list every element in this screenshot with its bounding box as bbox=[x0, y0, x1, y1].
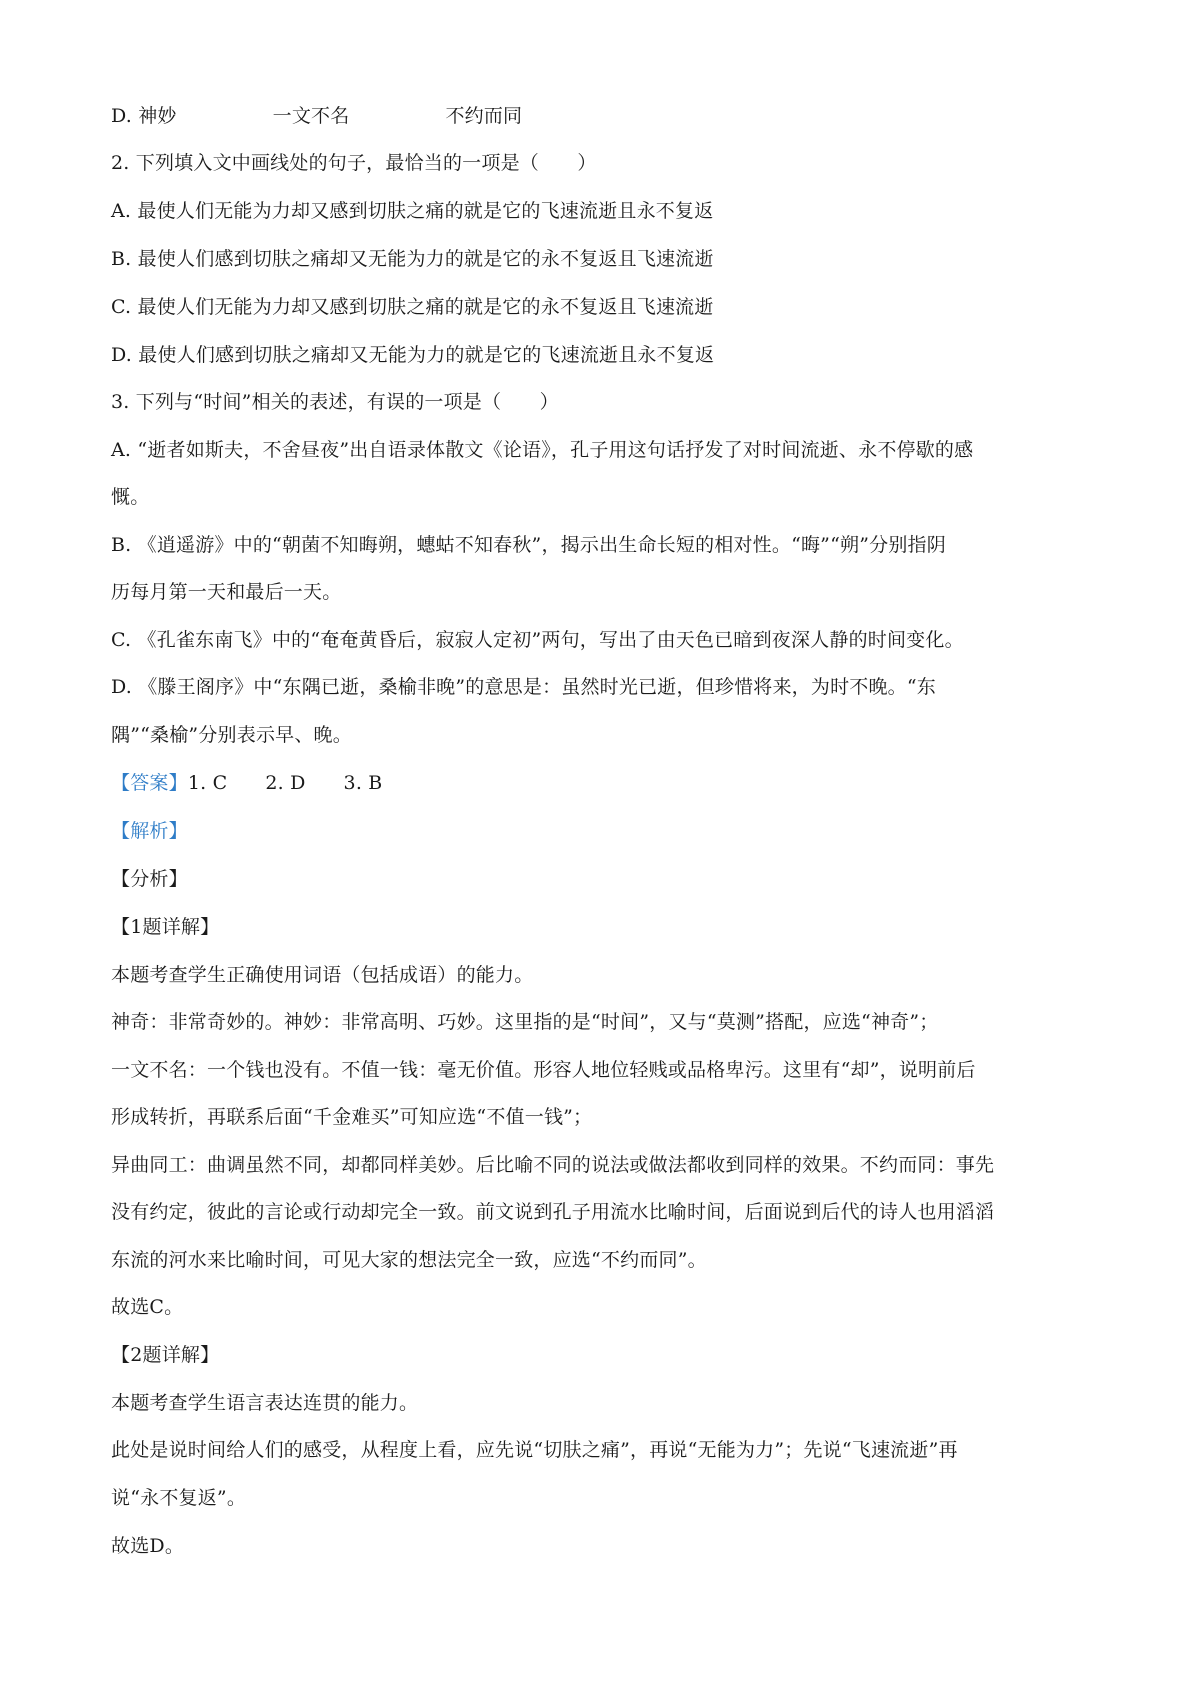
detail2-line: 说“永不复返”。 bbox=[111, 1487, 247, 1509]
answer-label: 【答案】 bbox=[111, 772, 188, 794]
detail1-line: 一文不名：一个钱也没有。不值一钱：毫无价值。形容人地位轻贱或品格卑污。这里有“却”，说明前后 bbox=[111, 1059, 976, 1081]
detail1-line: 形成转折，再联系后面“千金难买”可知应选“不值一钱”； bbox=[111, 1106, 593, 1128]
analysis-label: 【解析】 bbox=[111, 820, 188, 842]
q2-stem: 2. 下列填入文中画线处的句子，最恰当的一项是（ ） bbox=[111, 152, 597, 174]
answer-1: 1. C bbox=[187, 772, 228, 794]
detail2-line: 此处是说时间给人们的感受，从程度上看，应先说“切肤之痛”，再说“无能为力”；先说“飞速流逝”再 bbox=[111, 1439, 958, 1461]
q3-option-c: C. 《孔雀东南飞》中的“奄奄黄昏后，寂寂人定初”两句，写出了由天色已暗到夜深人静的时间变化。 bbox=[111, 629, 964, 651]
q2-option-b: B. 最使人们感到切肤之痛却又无能为力的就是它的永不复返且飞速流逝 bbox=[111, 248, 714, 270]
q3-stem: 3. 下列与“时间”相关的表述，有误的一项是（ ） bbox=[111, 391, 559, 413]
detail2-conclusion: 故选D。 bbox=[111, 1535, 185, 1557]
q1-option-d-label: D. 神妙 bbox=[111, 105, 177, 127]
q2-option-a: A. 最使人们无能为力却又感到切肤之痛的就是它的飞速流逝且永不复返 bbox=[111, 200, 714, 222]
q3-option-a-line1: A. “逝者如斯夫，不舍昼夜”出自语录体散文《论语》，孔子用这句话抒发了对时间流逝、永不停歇的感 bbox=[111, 439, 974, 461]
detail1-conclusion: 故选C。 bbox=[111, 1296, 184, 1318]
detail2-heading: 【2题详解】 bbox=[111, 1344, 220, 1366]
q3-option-d-line2: 隅”“桑榆”分别表示早、晚。 bbox=[111, 724, 352, 746]
detail1-line: 神奇：非常奇妙的。神妙：非常高明、巧妙。这里指的是“时间”，又与“莫测”搭配，应选“神奇”； bbox=[111, 1011, 939, 1033]
q3-option-d-line1: D. 《滕王阁序》中“东隅已逝，桑榆非晚”的意思是：虽然时光已逝，但珍惜将来，为时不晚。“东 bbox=[111, 676, 936, 698]
fenxi-label: 【分析】 bbox=[111, 868, 188, 890]
detail2-line: 本题考查学生语言表达连贯的能力。 bbox=[111, 1392, 419, 1414]
answer-line bbox=[111, 770, 382, 796]
q3-option-b-line2: 历每月第一天和最后一天。 bbox=[111, 581, 342, 603]
detail1-line: 没有约定，彼此的言论或行动却完全一致。前文说到孔子用流水比喻时间，后面说到后代的诗人也用滔滔 bbox=[111, 1201, 995, 1223]
q3-option-b-line1: B. 《逍遥游》中的“朝菌不知晦朔，蟪蛄不知春秋”，揭示出生命长短的相对性。“晦”“朔”分别指阴 bbox=[111, 534, 946, 556]
q2-option-d: D. 最使人们感到切肤之痛却又无能为力的就是它的飞速流逝且永不复返 bbox=[111, 344, 715, 366]
detail1-heading: 【1题详解】 bbox=[111, 916, 220, 938]
q2-option-c: C. 最使人们无能为力却又感到切肤之痛的就是它的永不复返且飞速流逝 bbox=[111, 296, 714, 318]
answer-3: 3. B bbox=[343, 772, 383, 794]
answer-2: 2. D bbox=[265, 772, 306, 794]
detail1-line: 异曲同工：曲调虽然不同，却都同样美妙。后比喻不同的说法或做法都收到同样的效果。不约而同：事先 bbox=[111, 1154, 995, 1176]
q1-option-d-word3: 不约而同 bbox=[445, 105, 523, 127]
detail1-line: 本题考查学生正确使用词语（包括成语）的能力。 bbox=[111, 964, 534, 986]
detail1-line: 东流的河水来比喻时间，可见大家的想法完全一致，应选“不约而同”。 bbox=[111, 1249, 707, 1271]
q1-option-d-word2: 一文不名 bbox=[272, 105, 350, 127]
q1-option-d bbox=[111, 103, 522, 129]
q3-option-a-line2: 慨。 bbox=[111, 486, 150, 508]
